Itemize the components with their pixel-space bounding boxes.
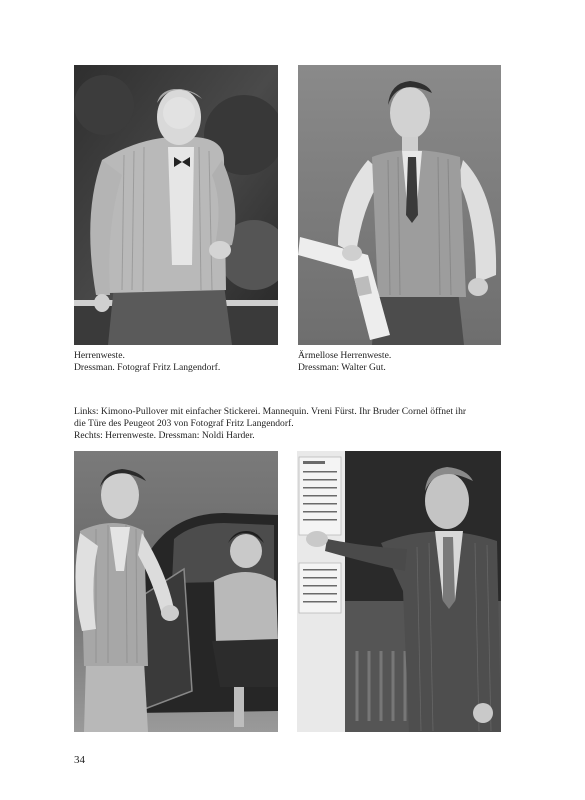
photo-man-vest-car-woman bbox=[74, 451, 278, 732]
caption-middle bbox=[74, 406, 514, 442]
caption-middle-line3: Rechts: Herrenweste. Dressman: Noldi Harder. bbox=[74, 430, 255, 441]
caption-top-right bbox=[298, 350, 508, 374]
caption-top-left-line1: Herrenweste. bbox=[74, 350, 125, 361]
caption-top-left bbox=[74, 350, 284, 374]
caption-top-right-line1: Ärmellose Herrenweste. bbox=[298, 350, 392, 361]
photo-man-sleeveless-vest-newspaper bbox=[298, 65, 501, 345]
photo-man-cardigan-bowtie bbox=[74, 65, 278, 345]
caption-top-left-line2: Dressman. Fotograf Fritz Langendorf. bbox=[74, 362, 221, 373]
caption-middle-line1: Links: Kimono-Pullover mit einfacher Stickerei. Mannequin. Vreni Fürst. Ihr Bruder Cornel öffnet ihr bbox=[74, 406, 467, 417]
page-number: 34 bbox=[74, 754, 85, 766]
caption-top-right-line2: Dressman: Walter Gut. bbox=[298, 362, 386, 373]
photo-man-cardigan-calendar bbox=[297, 451, 501, 732]
caption-middle-line2: die Türe des Peugeot 203 von Fotograf Fritz Langendorf. bbox=[74, 418, 294, 429]
